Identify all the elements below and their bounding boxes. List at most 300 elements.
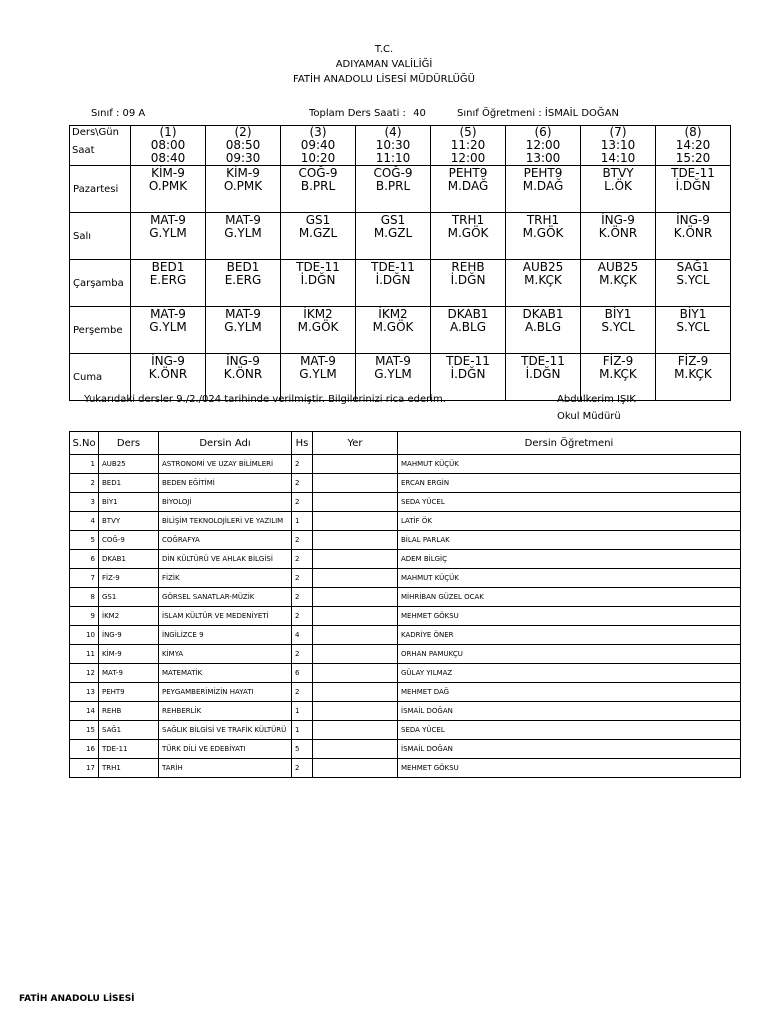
course-no-cell: 2	[70, 474, 99, 493]
course-row	[70, 588, 741, 607]
lesson-teacher: G.YLM	[149, 226, 187, 240]
lesson-code: İNG-9	[151, 354, 185, 368]
course-row	[70, 474, 741, 493]
course-row	[70, 759, 741, 778]
course-hours-cell: 1	[292, 702, 313, 721]
course-row	[70, 664, 741, 683]
course-code-cell: KİM-9	[99, 645, 159, 664]
course-name-cell: ASTRONOMİ VE UZAY BİLİMLERİ	[159, 455, 292, 474]
header-line-valilik: ADIYAMAN VALİLİĞİ	[335, 59, 433, 70]
course-row	[70, 645, 741, 664]
lesson-code: TRH1	[451, 213, 485, 227]
course-no-cell: 14	[70, 702, 99, 721]
lesson-cell	[656, 260, 731, 307]
course-code-cell: AUB25	[99, 455, 159, 474]
course-name-cell: İSLAM KÜLTÜR VE MEDENİYETİ	[159, 607, 292, 626]
course-no-cell: 10	[70, 626, 99, 645]
course-teacher-cell: MEHMET GÖKSU	[398, 759, 741, 778]
lesson-code: İNG-9	[601, 213, 635, 227]
course-teacher-cell: ADEM BİLGİÇ	[398, 550, 741, 569]
lesson-code: AUB25	[522, 260, 564, 274]
lesson-cell	[581, 307, 656, 354]
lesson-cell	[656, 354, 731, 401]
schedule-day-row	[70, 260, 731, 307]
lesson-code: GS1	[305, 213, 331, 227]
lesson-code: İKM2	[378, 307, 408, 321]
lesson-teacher: B.PRL	[300, 179, 336, 193]
course-row	[70, 702, 741, 721]
course-row	[70, 721, 741, 740]
period-number: (5)	[459, 125, 477, 139]
course-place-cell	[313, 740, 398, 759]
lesson-teacher: M.KÇK	[524, 273, 562, 287]
lesson-cell	[656, 213, 731, 260]
lesson-teacher: K.ÖNR	[598, 226, 638, 240]
course-hours-cell: 2	[292, 759, 313, 778]
lesson-code: REHB	[451, 260, 485, 274]
lesson-code: TDE-11	[446, 354, 490, 368]
course-name-cell: İNGİLİZCE 9	[159, 626, 292, 645]
lesson-teacher: E.ERG	[224, 273, 262, 287]
corner-day-label: Ders\Gün	[72, 127, 119, 138]
course-column-header: S.No	[70, 432, 99, 455]
lesson-code: GS1	[380, 213, 406, 227]
lesson-cell	[431, 307, 506, 354]
principal-title: Okul Müdürü	[557, 411, 621, 422]
period-number: (7)	[609, 125, 627, 139]
lesson-teacher: M.KÇK	[599, 273, 637, 287]
course-no-cell: 16	[70, 740, 99, 759]
course-teacher-cell: MAHMUT KÜÇÜK	[398, 455, 741, 474]
period-end: 08:40	[150, 151, 186, 165]
lesson-code: MAT-9	[225, 213, 261, 227]
course-row	[70, 607, 741, 626]
lesson-code: MAT-9	[150, 307, 186, 321]
period-header-8	[656, 126, 731, 166]
course-column-header: Ders	[99, 432, 159, 455]
lesson-teacher: S.YCL	[601, 320, 635, 334]
corner-time-label: Saat	[72, 145, 95, 156]
course-hours-cell: 4	[292, 626, 313, 645]
lesson-teacher: İ.DĞN	[525, 367, 561, 381]
lesson-code: TDE-11	[671, 166, 715, 180]
lesson-cell	[206, 166, 281, 213]
day-name: Pazartesi	[70, 166, 131, 213]
course-name-cell: SAĞLIK BİLGİSİ VE TRAFİK KÜLTÜRÜ	[159, 721, 292, 740]
course-place-cell	[313, 512, 398, 531]
lesson-cell	[656, 166, 731, 213]
total-hours-info	[309, 108, 426, 119]
course-code-cell: REHB	[99, 702, 159, 721]
course-place-cell	[313, 550, 398, 569]
lesson-teacher: K.ÖNR	[673, 226, 713, 240]
period-end: 10:20	[300, 151, 336, 165]
course-teacher-cell: MEHMET GÖKSU	[398, 607, 741, 626]
period-end: 13:00	[525, 151, 561, 165]
class-label: Sınıf	[91, 108, 113, 119]
total-hours-label: Toplam Ders Saati :	[309, 108, 406, 119]
lesson-cell	[356, 260, 431, 307]
period-end: 14:10	[600, 151, 636, 165]
course-no-cell: 13	[70, 683, 99, 702]
period-number: (2)	[234, 125, 252, 139]
lesson-teacher: M.KÇK	[599, 367, 637, 381]
day-name: Cuma	[70, 354, 131, 401]
course-hours-cell: 2	[292, 550, 313, 569]
course-no-cell: 17	[70, 759, 99, 778]
course-no-cell: 3	[70, 493, 99, 512]
course-place-cell	[313, 493, 398, 512]
course-hours-cell: 5	[292, 740, 313, 759]
lesson-code: TDE-11	[521, 354, 565, 368]
lesson-code: AUB25	[597, 260, 639, 274]
lesson-teacher: S.YCL	[676, 320, 710, 334]
day-name: Perşembe	[70, 307, 131, 354]
lesson-code: TRH1	[526, 213, 560, 227]
course-code-cell: TDE-11	[99, 740, 159, 759]
course-no-cell: 9	[70, 607, 99, 626]
course-code-cell: FİZ-9	[99, 569, 159, 588]
course-hours-cell: 2	[292, 455, 313, 474]
day-name: Salı	[70, 213, 131, 260]
course-code-cell: PEHT9	[99, 683, 159, 702]
lesson-code: BİY1	[604, 307, 632, 321]
course-teacher-cell: SEDA YÜCEL	[398, 493, 741, 512]
lesson-cell	[356, 307, 431, 354]
lesson-teacher: G.YLM	[149, 320, 187, 334]
course-teacher-cell: BİLAL PARLAK	[398, 531, 741, 550]
schedule-day-row	[70, 166, 731, 213]
lesson-cell	[581, 166, 656, 213]
course-teacher-cell: İSMAİL DOĞAN	[398, 702, 741, 721]
course-row	[70, 493, 741, 512]
course-teacher-cell: GÜLAY YILMAZ	[398, 664, 741, 683]
course-code-cell: BED1	[99, 474, 159, 493]
course-name-cell: BİLİŞİM TEKNOLOJİLERİ VE YAZILIM	[159, 512, 292, 531]
course-teacher-cell: ERCAN ERGİN	[398, 474, 741, 493]
lesson-cell	[431, 260, 506, 307]
lesson-cell	[281, 307, 356, 354]
course-hours-cell: 1	[292, 512, 313, 531]
day-name: Çarşamba	[70, 260, 131, 307]
schedule-header-row	[70, 126, 731, 166]
course-place-cell	[313, 683, 398, 702]
course-row	[70, 512, 741, 531]
lesson-code: KİM-9	[226, 166, 260, 180]
course-hours-cell: 2	[292, 474, 313, 493]
period-start: 10:30	[375, 138, 411, 152]
lesson-teacher: L.ÖK	[604, 179, 632, 193]
lesson-teacher: O.PMK	[148, 179, 188, 193]
course-code-cell: İNG-9	[99, 626, 159, 645]
course-teacher-cell: SEDA YÜCEL	[398, 721, 741, 740]
period-number: (3)	[309, 125, 327, 139]
lesson-code: İNG-9	[226, 354, 260, 368]
lesson-code: İNG-9	[676, 213, 710, 227]
lesson-code: COĞ-9	[373, 166, 413, 180]
course-no-cell: 7	[70, 569, 99, 588]
weekly-schedule-table	[69, 125, 731, 401]
course-row	[70, 531, 741, 550]
period-end: 11:10	[375, 151, 411, 165]
lesson-cell	[131, 166, 206, 213]
header-line-tc: T.C.	[374, 44, 394, 55]
lesson-teacher: M.KÇK	[674, 367, 712, 381]
lesson-cell	[131, 213, 206, 260]
class-value: 09 A	[122, 108, 146, 119]
lesson-code: TDE-11	[371, 260, 415, 274]
course-name-cell: PEYGAMBERİMİZİN HAYATI	[159, 683, 292, 702]
principal-name: Abdulkerim IŞIK	[557, 394, 636, 405]
lesson-code: MAT-9	[300, 354, 336, 368]
course-list-table	[69, 431, 741, 778]
course-place-cell	[313, 702, 398, 721]
course-table-header-row	[70, 432, 741, 455]
course-hours-cell: 2	[292, 607, 313, 626]
period-number: (1)	[159, 125, 177, 139]
course-place-cell	[313, 721, 398, 740]
lesson-cell	[281, 213, 356, 260]
course-name-cell: TÜRK DİLİ VE EDEBİYATI	[159, 740, 292, 759]
course-teacher-cell: LATİF ÖK	[398, 512, 741, 531]
lesson-teacher: G.YLM	[374, 367, 412, 381]
lesson-teacher: B.PRL	[375, 179, 411, 193]
lesson-cell	[431, 213, 506, 260]
footer-school-name: FATİH ANADOLU LİSESİ	[19, 994, 135, 1004]
period-start: 11:20	[450, 138, 486, 152]
period-start: 12:00	[525, 138, 561, 152]
course-place-cell	[313, 569, 398, 588]
lesson-cell	[206, 307, 281, 354]
course-row	[70, 683, 741, 702]
course-no-cell: 5	[70, 531, 99, 550]
lesson-code: DKAB1	[522, 307, 564, 321]
lesson-teacher: İ.DĞN	[375, 273, 411, 287]
course-name-cell: KİMYA	[159, 645, 292, 664]
lesson-cell	[131, 307, 206, 354]
course-name-cell: FİZİK	[159, 569, 292, 588]
lesson-cell	[581, 213, 656, 260]
course-no-cell: 15	[70, 721, 99, 740]
period-header-6	[506, 126, 581, 166]
lesson-cell	[281, 260, 356, 307]
period-number: (6)	[534, 125, 552, 139]
course-hours-cell: 2	[292, 645, 313, 664]
course-hours-cell: 6	[292, 664, 313, 683]
period-end: 12:00	[450, 151, 486, 165]
course-hours-cell: 2	[292, 588, 313, 607]
lesson-code: PEHT9	[523, 166, 563, 180]
course-name-cell: BİYOLOJİ	[159, 493, 292, 512]
lesson-code: FİZ-9	[602, 354, 634, 368]
lesson-teacher: İ.DĞN	[450, 367, 486, 381]
course-name-cell: COĞRAFYA	[159, 531, 292, 550]
course-teacher-cell: İSMAİL DOĞAN	[398, 740, 741, 759]
lesson-cell	[206, 213, 281, 260]
course-no-cell: 6	[70, 550, 99, 569]
course-place-cell	[313, 759, 398, 778]
course-code-cell: SAĞ1	[99, 721, 159, 740]
lesson-teacher: M.GZL	[373, 226, 413, 240]
lesson-cell	[581, 260, 656, 307]
lesson-cell	[356, 213, 431, 260]
lesson-cell	[506, 307, 581, 354]
lesson-cell	[281, 166, 356, 213]
period-header-1	[131, 126, 206, 166]
period-start: 08:00	[150, 138, 186, 152]
period-start: 09:40	[300, 138, 336, 152]
lesson-code: DKAB1	[447, 307, 489, 321]
lesson-teacher: A.BLG	[524, 320, 562, 334]
class-teacher-info: Sınıf Öğretmeni : İSMAİL DOĞAN	[457, 108, 619, 119]
course-code-cell: TRH1	[99, 759, 159, 778]
course-no-cell: 11	[70, 645, 99, 664]
lesson-teacher: İ.DĞN	[300, 273, 336, 287]
lesson-teacher: M.GÖK	[297, 320, 339, 334]
lesson-code: BED1	[151, 260, 185, 274]
period-header-4	[356, 126, 431, 166]
course-row	[70, 550, 741, 569]
course-code-cell: BİY1	[99, 493, 159, 512]
header-line-school: FATİH ANADOLU LİSESİ MÜDÜRLÜĞÜ	[293, 74, 475, 85]
course-teacher-cell: ORHAN PAMUKÇU	[398, 645, 741, 664]
lesson-cell	[506, 213, 581, 260]
lesson-teacher: G.YLM	[299, 367, 337, 381]
lesson-cell	[206, 260, 281, 307]
lesson-teacher: M.GÖK	[447, 226, 489, 240]
course-hours-cell: 2	[292, 683, 313, 702]
lesson-teacher: M.DAĞ	[522, 179, 564, 193]
course-row	[70, 455, 741, 474]
lesson-code: KİM-9	[151, 166, 185, 180]
lesson-code: BED1	[226, 260, 260, 274]
lesson-teacher: S.YCL	[676, 273, 710, 287]
period-header-5	[431, 126, 506, 166]
course-column-header: Dersin Adı	[159, 432, 292, 455]
lesson-teacher: K.ÖNR	[223, 367, 263, 381]
course-place-cell	[313, 626, 398, 645]
course-place-cell	[313, 474, 398, 493]
course-no-cell: 12	[70, 664, 99, 683]
total-hours-value: 40	[413, 108, 426, 119]
period-header-2	[206, 126, 281, 166]
lesson-cell	[131, 260, 206, 307]
lesson-code: MAT-9	[375, 354, 411, 368]
period-header-3	[281, 126, 356, 166]
course-code-cell: GS1	[99, 588, 159, 607]
lesson-code: İKM2	[303, 307, 333, 321]
lesson-code: TDE-11	[296, 260, 340, 274]
lesson-code: MAT-9	[150, 213, 186, 227]
period-start: 14:20	[675, 138, 711, 152]
lesson-cell	[356, 166, 431, 213]
period-end: 09:30	[225, 151, 261, 165]
lesson-code: MAT-9	[225, 307, 261, 321]
period-start: 08:50	[225, 138, 261, 152]
lesson-teacher: K.ÖNR	[148, 367, 188, 381]
course-no-cell: 1	[70, 455, 99, 474]
class-info: Sınıf : 09 A	[91, 108, 146, 119]
course-hours-cell: 2	[292, 531, 313, 550]
course-place-cell	[313, 607, 398, 626]
course-code-cell: COĞ-9	[99, 531, 159, 550]
lesson-teacher: İ.DĞN	[675, 179, 711, 193]
course-no-cell: 8	[70, 588, 99, 607]
course-teacher-cell: KADRİYE ÖNER	[398, 626, 741, 645]
course-teacher-cell: MİHRİBAN GÜZEL OCAK	[398, 588, 741, 607]
course-row	[70, 569, 741, 588]
lesson-teacher: G.YLM	[224, 226, 262, 240]
course-row	[70, 740, 741, 759]
lesson-cell	[431, 166, 506, 213]
course-place-cell	[313, 531, 398, 550]
lesson-teacher: M.DAĞ	[447, 179, 489, 193]
course-teacher-cell: MAHMUT KÜÇÜK	[398, 569, 741, 588]
course-code-cell: BTVY	[99, 512, 159, 531]
lesson-teacher: G.YLM	[224, 320, 262, 334]
course-column-header: Dersin Öğretmeni	[398, 432, 741, 455]
course-name-cell: MATEMATİK	[159, 664, 292, 683]
schedule-day-row	[70, 213, 731, 260]
lesson-teacher: A.BLG	[449, 320, 487, 334]
period-start: 13:10	[600, 138, 636, 152]
course-hours-cell: 1	[292, 721, 313, 740]
lesson-teacher: O.PMK	[223, 179, 263, 193]
course-code-cell: MAT-9	[99, 664, 159, 683]
course-column-header: Hs	[292, 432, 313, 455]
course-place-cell	[313, 588, 398, 607]
lesson-code: COĞ-9	[298, 166, 338, 180]
lesson-teacher: M.GZL	[298, 226, 338, 240]
period-end: 15:20	[675, 151, 711, 165]
lesson-code: BİY1	[679, 307, 707, 321]
course-place-cell	[313, 455, 398, 474]
schedule-corner-cell	[70, 126, 131, 166]
lesson-code: PEHT9	[448, 166, 488, 180]
course-code-cell: İKM2	[99, 607, 159, 626]
course-name-cell: TARİH	[159, 759, 292, 778]
lesson-code: SAĞ1	[676, 260, 710, 274]
course-name-cell: REHBERLİK	[159, 702, 292, 721]
course-code-cell: DKAB1	[99, 550, 159, 569]
course-name-cell: DİN KÜLTÜRÜ VE AHLAK BİLGİSİ	[159, 550, 292, 569]
lesson-teacher: E.ERG	[149, 273, 187, 287]
class-teacher-label: Sınıf Öğretmeni	[457, 108, 536, 119]
lesson-cell	[656, 307, 731, 354]
period-header-7	[581, 126, 656, 166]
lesson-code: BTVY	[602, 166, 634, 180]
course-name-cell: BEDEN EĞİTİMİ	[159, 474, 292, 493]
course-row	[70, 626, 741, 645]
course-no-cell: 4	[70, 512, 99, 531]
period-number: (4)	[384, 125, 402, 139]
lesson-code: FİZ-9	[677, 354, 709, 368]
class-teacher-value: İSMAİL DOĞAN	[544, 108, 619, 119]
lesson-teacher: M.GÖK	[372, 320, 414, 334]
course-teacher-cell: MEHMET DAĞ	[398, 683, 741, 702]
course-column-header: Yer	[313, 432, 398, 455]
course-hours-cell: 2	[292, 569, 313, 588]
lesson-cell	[506, 166, 581, 213]
notice-text: Yukarıdaki dersler 9./2./024 tarihinde verilmiştir. Bilgilerinizi rica ederim.	[84, 394, 446, 405]
lesson-teacher: İ.DĞN	[450, 273, 486, 287]
lesson-cell	[506, 260, 581, 307]
period-number: (8)	[684, 125, 702, 139]
course-hours-cell: 2	[292, 493, 313, 512]
schedule-day-row	[70, 307, 731, 354]
course-place-cell	[313, 664, 398, 683]
course-place-cell	[313, 645, 398, 664]
